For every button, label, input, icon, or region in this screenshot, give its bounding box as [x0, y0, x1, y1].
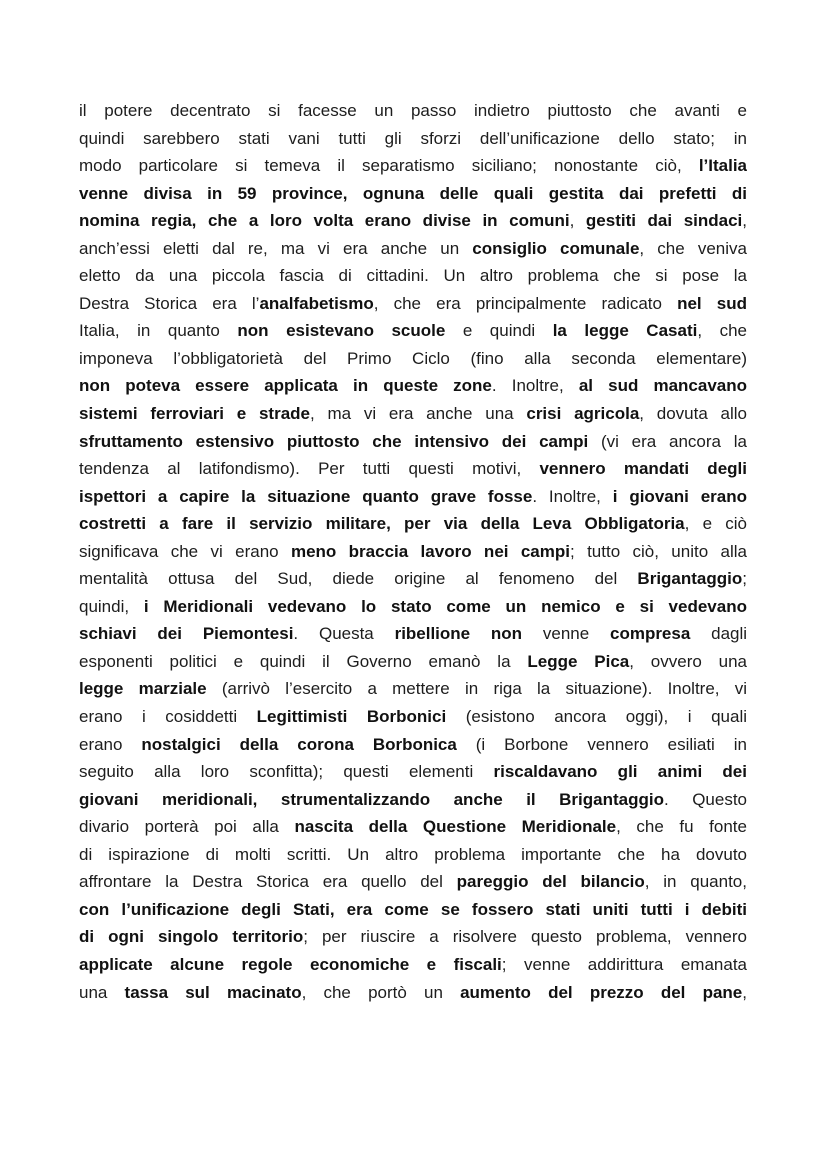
bold-text-run: vennero mandati degli [539, 459, 747, 479]
bold-text-run: non poteva essere applicata in queste zone [79, 376, 492, 396]
bold-text-run: nostalgici della corona Borbonica [141, 734, 457, 754]
bold-text-run: sistemi ferroviari e strade [79, 404, 311, 424]
text-line [79, 207, 747, 235]
text-line [79, 510, 747, 538]
text-run: , che era principalmente radicato [373, 293, 678, 313]
bold-text-run: applicate alcune regole economiche e fiscali [79, 954, 502, 974]
text-line [79, 703, 747, 731]
bold-text-run: costretti a fare il servizio militare, per via della Leva Obbligatoria [79, 514, 685, 534]
text-line [79, 483, 747, 511]
text-line [79, 868, 747, 896]
bold-text-run: schiavi dei Piemontesi [79, 624, 294, 644]
text-run: mentalità ottusa del Sud, diede origine al fenomeno del [79, 569, 638, 589]
text-run: divario porterà poi alla [79, 817, 295, 837]
text-run: dagli [690, 624, 747, 644]
text-line [79, 400, 747, 428]
bold-text-run: nel sud [677, 293, 747, 313]
text-line [79, 235, 747, 263]
text-run: (esistono ancora oggi), i quali [446, 707, 747, 727]
bold-text-run: con l’unificazione degli Stati, era come se fossero stati uniti tutti i debiti [79, 899, 747, 919]
bold-text-run: di ogni singolo territorio [79, 927, 304, 947]
text-line [79, 758, 747, 786]
bold-text-run: crisi agricola [526, 404, 640, 424]
text-run: , in quanto, [644, 872, 747, 892]
bold-text-run: Brigantaggio [637, 569, 743, 589]
text-line [79, 538, 747, 566]
text-line [79, 317, 747, 345]
text-run: , [742, 211, 747, 231]
bold-text-run: nascita della Questione Meridionale [294, 817, 617, 837]
text-run: ; [742, 569, 747, 589]
text-run: eletto da una piccola fascia di cittadini. Un altro problema che si pose la [79, 266, 747, 286]
bold-text-run: sfruttamento estensivo piuttosto che intensivo dei campi [79, 431, 589, 451]
text-run: , dovuta allo [639, 404, 747, 424]
text-run: . Inoltre, [491, 376, 579, 396]
text-run: il potere decentrato si facesse un passo indietro piuttosto che avanti e [79, 101, 747, 120]
text-line [79, 428, 747, 456]
bold-text-run: legge marziale [79, 679, 207, 699]
text-line [79, 565, 747, 593]
text-run: . Questo [663, 789, 747, 809]
text-run: ; tutto ciò, unito alla [569, 541, 747, 561]
text-run: . Questa [293, 624, 395, 644]
text-run: quindi, [79, 596, 144, 616]
text-line [79, 97, 747, 125]
text-line [79, 648, 747, 676]
text-body [79, 97, 747, 1006]
text-line [79, 262, 747, 290]
bold-text-run: l’Italia [698, 156, 747, 176]
bold-text-run: meno braccia lavoro nei campi [290, 541, 570, 561]
bold-text-run: la legge Casati [552, 321, 698, 341]
text-line [79, 180, 747, 208]
text-run: , che portò un [301, 982, 461, 1002]
text-run: , e ciò [684, 514, 747, 534]
text-run: significava che vi erano [79, 541, 291, 561]
text-run: seguito alla loro sconfitta); questi elementi [79, 762, 494, 782]
text-run: ; per riuscire a risolvere questo problema, vennero [303, 927, 747, 947]
text-line [79, 455, 747, 483]
text-line [79, 152, 747, 180]
bold-text-run: consiglio comunale [472, 238, 640, 258]
bold-text-run: gestiti dai sindaci [585, 211, 743, 231]
text-run: tendenza al latifondismo). Per tutti questi motivi, [79, 459, 540, 479]
text-run: anch’essi eletti dal re, ma vi era anche un [79, 238, 473, 258]
text-run: erano i cosiddetti [79, 707, 257, 727]
text-run: imponeva l’obbligatorietà del Primo Ciclo (fino alla seconda elementare) [79, 348, 747, 368]
text-run: ; venne addirittura emanata [501, 954, 747, 974]
text-line [79, 731, 747, 759]
text-line [79, 372, 747, 400]
bold-text-run: analfabetismo [259, 293, 374, 313]
text-run: Destra Storica era l’ [79, 293, 260, 313]
bold-text-run: i giovani erano [612, 486, 747, 506]
bold-text-run: non esistevano scuole [237, 321, 446, 341]
text-line [79, 620, 747, 648]
text-run: e quindi [445, 321, 553, 341]
text-run: . Inoltre, [532, 486, 613, 506]
text-run: una [79, 982, 125, 1002]
bold-text-run: i Meridionali vedevano lo stato come un nemico e si vedevano [143, 596, 747, 616]
text-run: , [569, 211, 586, 231]
text-line [79, 786, 747, 814]
text-line [79, 951, 747, 979]
text-line [79, 290, 747, 318]
text-run: , ovvero una [629, 651, 747, 671]
bold-text-run: tassa sul macinato [124, 982, 302, 1002]
text-run: (arrivò l’esercito a mettere in riga la situazione). Inoltre, vi [206, 679, 747, 699]
text-line [79, 593, 747, 621]
text-line [79, 813, 747, 841]
text-run: erano [79, 734, 142, 754]
text-run: modo particolare si temeva il separatismo siciliano; nonostante ciò, [79, 156, 699, 176]
text-run: , che [697, 321, 747, 341]
bold-text-run: al sud mancavano [578, 376, 747, 396]
text-run: , ma vi era anche una [310, 404, 527, 424]
bold-text-run: aumento del prezzo del pane [460, 982, 743, 1002]
text-run: (i Borbone vennero esiliati in [456, 734, 747, 754]
text-line [79, 675, 747, 703]
text-line [79, 896, 747, 924]
text-run: (vi era ancora la [588, 431, 747, 451]
bold-text-run: compresa [610, 624, 691, 644]
text-line [79, 841, 747, 869]
bold-text-run: giovani meridionali, strumentalizzando anche il Brigantaggio [79, 789, 664, 809]
bold-text-run: Legittimisti Borbonici [256, 707, 447, 727]
text-run: , che veniva [639, 238, 747, 258]
bold-text-run: venne divisa in 59 province, ognuna delle quali gestita dai prefetti di [79, 183, 747, 203]
bold-text-run: pareggio del bilancio [456, 872, 645, 892]
bold-text-run: nomina regia, che a loro volta erano divise in comuni [79, 211, 570, 231]
bold-text-run: riscaldavano gli animi dei [493, 762, 747, 782]
text-run: di ispirazione di molti scritti. Un altro problema importante che ha dovuto [79, 844, 747, 864]
bold-text-run: ispettori a capire la situazione quanto grave fosse [79, 486, 533, 506]
text-run: affrontare la Destra Storica era quello del [79, 872, 457, 892]
text-run: Italia, in quanto [79, 321, 238, 341]
text-run: , che fu fonte [616, 817, 747, 837]
bold-text-run: Legge Pica [527, 651, 630, 671]
text-run: , [742, 982, 747, 1002]
text-run: esponenti politici e quindi il Governo emanò la [79, 651, 528, 671]
text-run: venne [522, 624, 611, 644]
text-line [79, 345, 747, 373]
text-run: quindi sarebbero stati vani tutti gli sforzi dell’unificazione dello stato; in [79, 128, 747, 148]
bold-text-run: ribellione non [394, 624, 523, 644]
text-line [79, 125, 747, 153]
text-line [79, 979, 747, 1007]
text-line [79, 923, 747, 951]
